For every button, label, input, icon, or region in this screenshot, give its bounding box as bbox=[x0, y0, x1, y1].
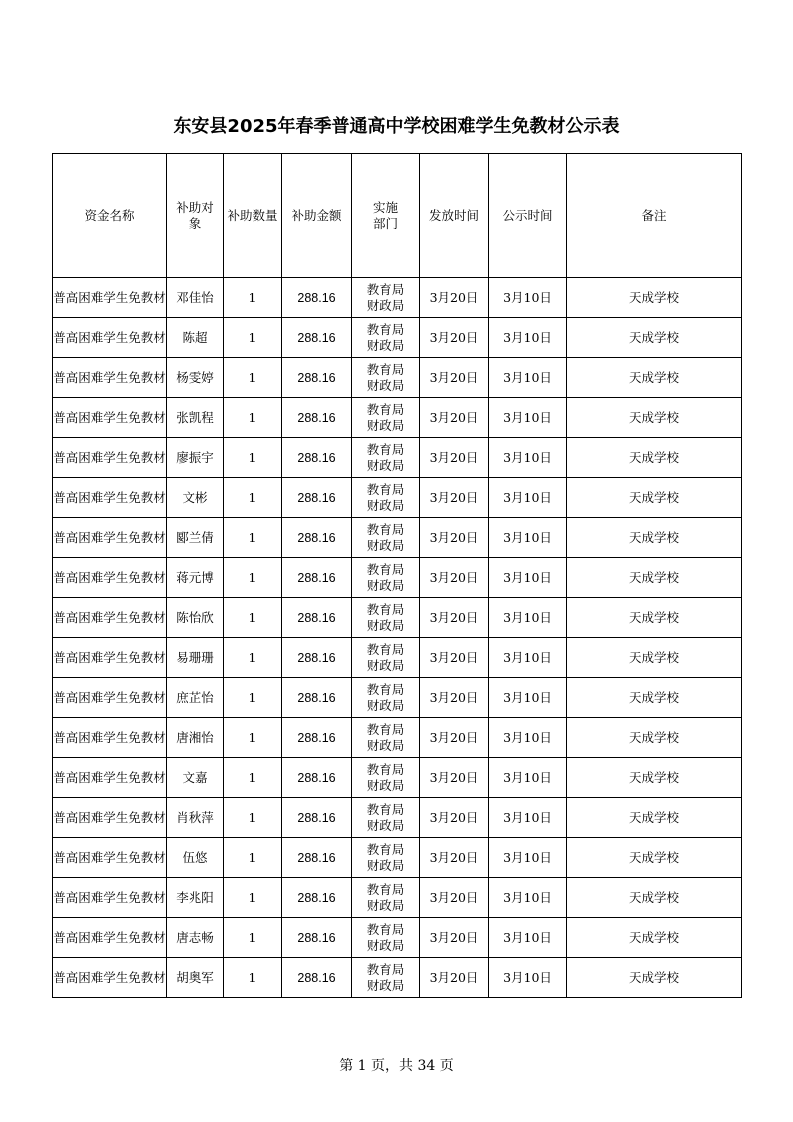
cell-department: 教育局财政局 bbox=[352, 878, 420, 918]
header-recipient bbox=[167, 154, 224, 278]
cell-amount: 288.16 bbox=[282, 838, 352, 878]
table-row bbox=[53, 558, 742, 598]
cell-recipient: 文彬 bbox=[167, 478, 224, 518]
cell-issue-date: 3月20日 bbox=[420, 478, 489, 518]
cell-fund-name: 普高困难学生免教材 bbox=[53, 798, 167, 838]
cell-fund-name: 普高困难学生免教材 bbox=[53, 878, 167, 918]
cell-recipient: 胡奥军 bbox=[167, 958, 224, 998]
cell-recipient: 易珊珊 bbox=[167, 638, 224, 678]
cell-issue-date: 3月20日 bbox=[420, 318, 489, 358]
header-issue-date: 发放时间 bbox=[420, 154, 489, 278]
cell-issue-date: 3月20日 bbox=[420, 518, 489, 558]
cell-quantity: 1 bbox=[224, 918, 282, 958]
table-row bbox=[53, 918, 742, 958]
table-row bbox=[53, 398, 742, 438]
cell-remark: 天成学校 bbox=[567, 638, 742, 678]
cell-department: 教育局财政局 bbox=[352, 798, 420, 838]
cell-fund-name: 普高困难学生免教材 bbox=[53, 918, 167, 958]
cell-publish-date: 3月10日 bbox=[489, 838, 567, 878]
cell-recipient: 唐志畅 bbox=[167, 918, 224, 958]
cell-recipient: 李兆阳 bbox=[167, 878, 224, 918]
cell-remark: 天成学校 bbox=[567, 598, 742, 638]
cell-quantity: 1 bbox=[224, 718, 282, 758]
cell-recipient: 唐湘怡 bbox=[167, 718, 224, 758]
cell-recipient: 庶芷怡 bbox=[167, 678, 224, 718]
cell-quantity: 1 bbox=[224, 278, 282, 318]
cell-remark: 天成学校 bbox=[567, 358, 742, 398]
cell-amount: 288.16 bbox=[282, 798, 352, 838]
cell-publish-date: 3月10日 bbox=[489, 558, 567, 598]
cell-issue-date: 3月20日 bbox=[420, 758, 489, 798]
cell-department: 教育局财政局 bbox=[352, 598, 420, 638]
cell-remark: 天成学校 bbox=[567, 398, 742, 438]
cell-department: 教育局财政局 bbox=[352, 838, 420, 878]
cell-amount: 288.16 bbox=[282, 918, 352, 958]
cell-fund-name: 普高困难学生免教材 bbox=[53, 958, 167, 998]
cell-publish-date: 3月10日 bbox=[489, 598, 567, 638]
header-department bbox=[352, 154, 420, 278]
table-row bbox=[53, 598, 742, 638]
cell-department: 教育局财政局 bbox=[352, 278, 420, 318]
cell-recipient: 蒋元博 bbox=[167, 558, 224, 598]
table-row bbox=[53, 278, 742, 318]
table-row bbox=[53, 838, 742, 878]
table-row bbox=[53, 758, 742, 798]
page-footer: 第 1 页，共 34 页 bbox=[339, 1058, 454, 1074]
cell-fund-name: 普高困难学生免教材 bbox=[53, 518, 167, 558]
cell-fund-name: 普高困难学生免教材 bbox=[53, 718, 167, 758]
cell-remark: 天成学校 bbox=[567, 758, 742, 798]
cell-quantity: 1 bbox=[224, 518, 282, 558]
cell-publish-date: 3月10日 bbox=[489, 518, 567, 558]
header-fund-name: 资金名称 bbox=[53, 154, 167, 278]
cell-publish-date: 3月10日 bbox=[489, 678, 567, 718]
cell-publish-date: 3月10日 bbox=[489, 358, 567, 398]
cell-amount: 288.16 bbox=[282, 878, 352, 918]
cell-amount: 288.16 bbox=[282, 518, 352, 558]
cell-department: 教育局财政局 bbox=[352, 438, 420, 478]
cell-quantity: 1 bbox=[224, 398, 282, 438]
cell-issue-date: 3月20日 bbox=[420, 878, 489, 918]
cell-fund-name: 普高困难学生免教材 bbox=[53, 438, 167, 478]
cell-remark: 天成学校 bbox=[567, 678, 742, 718]
cell-fund-name: 普高困难学生免教材 bbox=[53, 638, 167, 678]
cell-quantity: 1 bbox=[224, 958, 282, 998]
cell-amount: 288.16 bbox=[282, 278, 352, 318]
cell-department: 教育局财政局 bbox=[352, 718, 420, 758]
cell-publish-date: 3月10日 bbox=[489, 398, 567, 438]
cell-publish-date: 3月10日 bbox=[489, 878, 567, 918]
cell-fund-name: 普高困难学生免教材 bbox=[53, 278, 167, 318]
cell-recipient: 肖秋萍 bbox=[167, 798, 224, 838]
cell-remark: 天成学校 bbox=[567, 798, 742, 838]
cell-quantity: 1 bbox=[224, 438, 282, 478]
subsidy-table bbox=[52, 153, 742, 998]
cell-department: 教育局财政局 bbox=[352, 958, 420, 998]
table-row bbox=[53, 318, 742, 358]
cell-department: 教育局财政局 bbox=[352, 398, 420, 438]
cell-remark: 天成学校 bbox=[567, 318, 742, 358]
cell-publish-date: 3月10日 bbox=[489, 318, 567, 358]
cell-issue-date: 3月20日 bbox=[420, 958, 489, 998]
cell-remark: 天成学校 bbox=[567, 918, 742, 958]
cell-amount: 288.16 bbox=[282, 958, 352, 998]
cell-publish-date: 3月10日 bbox=[489, 278, 567, 318]
table-row bbox=[53, 878, 742, 918]
cell-department: 教育局财政局 bbox=[352, 678, 420, 718]
cell-department: 教育局财政局 bbox=[352, 758, 420, 798]
cell-quantity: 1 bbox=[224, 358, 282, 398]
table-row bbox=[53, 438, 742, 478]
cell-quantity: 1 bbox=[224, 598, 282, 638]
cell-quantity: 1 bbox=[224, 798, 282, 838]
cell-amount: 288.16 bbox=[282, 438, 352, 478]
cell-amount: 288.16 bbox=[282, 358, 352, 398]
header-department-label: 实施 部门 bbox=[372, 199, 411, 231]
cell-recipient: 廖振宇 bbox=[167, 438, 224, 478]
cell-remark: 天成学校 bbox=[567, 518, 742, 558]
cell-issue-date: 3月20日 bbox=[420, 278, 489, 318]
cell-publish-date: 3月10日 bbox=[489, 918, 567, 958]
cell-recipient: 邓佳怡 bbox=[167, 278, 224, 318]
cell-remark: 天成学校 bbox=[567, 438, 742, 478]
cell-quantity: 1 bbox=[224, 558, 282, 598]
cell-amount: 288.16 bbox=[282, 558, 352, 598]
cell-publish-date: 3月10日 bbox=[489, 758, 567, 798]
cell-fund-name: 普高困难学生免教材 bbox=[53, 318, 167, 358]
cell-department: 教育局财政局 bbox=[352, 318, 420, 358]
cell-remark: 天成学校 bbox=[567, 718, 742, 758]
cell-quantity: 1 bbox=[224, 678, 282, 718]
cell-recipient: 杨雯婷 bbox=[167, 358, 224, 398]
cell-quantity: 1 bbox=[224, 638, 282, 678]
cell-issue-date: 3月20日 bbox=[420, 358, 489, 398]
cell-issue-date: 3月20日 bbox=[420, 918, 489, 958]
cell-remark: 天成学校 bbox=[567, 478, 742, 518]
cell-fund-name: 普高困难学生免教材 bbox=[53, 838, 167, 878]
cell-quantity: 1 bbox=[224, 758, 282, 798]
page-title: 东安县2025年春季普通高中学校困难学生免教材公示表 bbox=[173, 116, 620, 137]
cell-recipient: 陈怡欣 bbox=[167, 598, 224, 638]
header-amount: 补助金额 bbox=[282, 154, 352, 278]
cell-issue-date: 3月20日 bbox=[420, 558, 489, 598]
cell-recipient: 张凯程 bbox=[167, 398, 224, 438]
cell-amount: 288.16 bbox=[282, 758, 352, 798]
table-row bbox=[53, 518, 742, 558]
cell-recipient: 文嘉 bbox=[167, 758, 224, 798]
cell-fund-name: 普高困难学生免教材 bbox=[53, 598, 167, 638]
cell-issue-date: 3月20日 bbox=[420, 678, 489, 718]
cell-fund-name: 普高困难学生免教材 bbox=[53, 478, 167, 518]
cell-amount: 288.16 bbox=[282, 638, 352, 678]
cell-department: 教育局财政局 bbox=[352, 518, 420, 558]
cell-issue-date: 3月20日 bbox=[420, 718, 489, 758]
cell-remark: 天成学校 bbox=[567, 958, 742, 998]
cell-fund-name: 普高困难学生免教材 bbox=[53, 758, 167, 798]
header-publish-date: 公示时间 bbox=[489, 154, 567, 278]
cell-quantity: 1 bbox=[224, 318, 282, 358]
cell-publish-date: 3月10日 bbox=[489, 638, 567, 678]
cell-amount: 288.16 bbox=[282, 718, 352, 758]
cell-department: 教育局财政局 bbox=[352, 478, 420, 518]
table-row bbox=[53, 678, 742, 718]
table-row bbox=[53, 958, 742, 998]
cell-publish-date: 3月10日 bbox=[489, 798, 567, 838]
cell-issue-date: 3月20日 bbox=[420, 798, 489, 838]
cell-amount: 288.16 bbox=[282, 598, 352, 638]
cell-department: 教育局财政局 bbox=[352, 638, 420, 678]
cell-publish-date: 3月10日 bbox=[489, 478, 567, 518]
cell-quantity: 1 bbox=[224, 838, 282, 878]
table-row bbox=[53, 798, 742, 838]
cell-quantity: 1 bbox=[224, 478, 282, 518]
table-row bbox=[53, 478, 742, 518]
cell-issue-date: 3月20日 bbox=[420, 638, 489, 678]
cell-publish-date: 3月10日 bbox=[489, 958, 567, 998]
cell-recipient: 陈超 bbox=[167, 318, 224, 358]
cell-quantity: 1 bbox=[224, 878, 282, 918]
cell-recipient: 伍悠 bbox=[167, 838, 224, 878]
table-row bbox=[53, 358, 742, 398]
header-remark: 备注 bbox=[567, 154, 742, 278]
cell-department: 教育局财政局 bbox=[352, 918, 420, 958]
cell-remark: 天成学校 bbox=[567, 278, 742, 318]
cell-issue-date: 3月20日 bbox=[420, 438, 489, 478]
cell-fund-name: 普高困难学生免教材 bbox=[53, 558, 167, 598]
cell-department: 教育局财政局 bbox=[352, 358, 420, 398]
header-recipient-label: 补助对象 bbox=[176, 199, 214, 231]
header-quantity: 补助数量 bbox=[224, 154, 282, 278]
cell-fund-name: 普高困难学生免教材 bbox=[53, 398, 167, 438]
cell-department: 教育局财政局 bbox=[352, 558, 420, 598]
cell-publish-date: 3月10日 bbox=[489, 438, 567, 478]
cell-fund-name: 普高困难学生免教材 bbox=[53, 358, 167, 398]
cell-issue-date: 3月20日 bbox=[420, 838, 489, 878]
cell-issue-date: 3月20日 bbox=[420, 598, 489, 638]
cell-amount: 288.16 bbox=[282, 678, 352, 718]
cell-remark: 天成学校 bbox=[567, 838, 742, 878]
cell-issue-date: 3月20日 bbox=[420, 398, 489, 438]
cell-publish-date: 3月10日 bbox=[489, 718, 567, 758]
cell-remark: 天成学校 bbox=[567, 878, 742, 918]
cell-remark: 天成学校 bbox=[567, 558, 742, 598]
cell-amount: 288.16 bbox=[282, 318, 352, 358]
table-row bbox=[53, 718, 742, 758]
cell-recipient: 郾兰倩 bbox=[167, 518, 224, 558]
header-row bbox=[53, 154, 742, 278]
table-row bbox=[53, 638, 742, 678]
cell-amount: 288.16 bbox=[282, 398, 352, 438]
cell-amount: 288.16 bbox=[282, 478, 352, 518]
cell-fund-name: 普高困难学生免教材 bbox=[53, 678, 167, 718]
